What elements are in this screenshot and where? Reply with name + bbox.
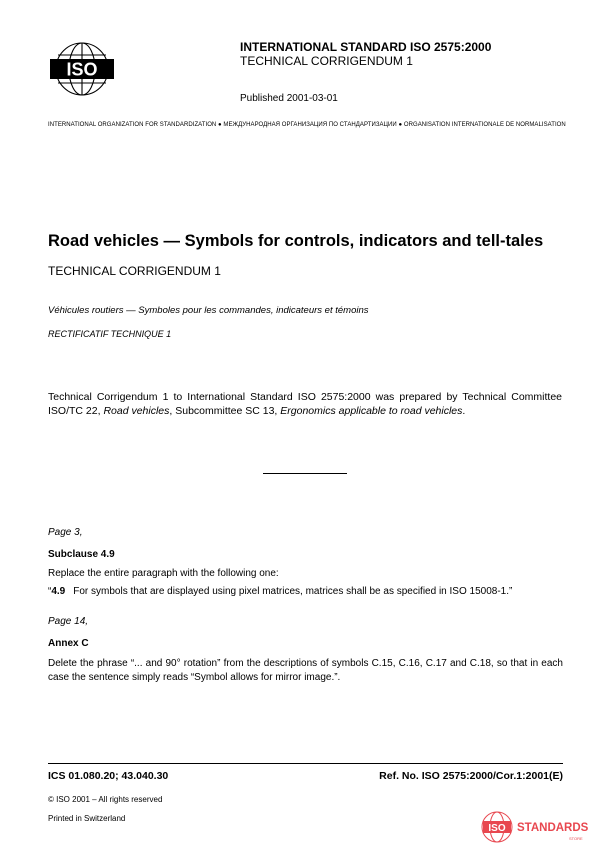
corrigendum-heading: TECHNICAL CORRIGENDUM 1 [48, 264, 221, 278]
quote-open: “ [48, 586, 52, 597]
change2-page: Page 14, [48, 616, 89, 627]
iso-logo-text: ISO [66, 59, 98, 80]
copyright-notice: © ISO 2001 – All rights reserved [48, 795, 163, 804]
watermark-iso-text: ISO [488, 823, 506, 834]
change1-instruction: Replace the entire paragraph with the following one: [48, 568, 279, 579]
published-date: Published 2001-03-01 [240, 93, 338, 104]
change1-page: Page 3, [48, 527, 83, 538]
french-title: Véhicules routiers — Symboles pour les commandes, indicateurs et témoins [48, 305, 369, 316]
intro-text-3: . [462, 405, 466, 417]
clause-text: For symbols that are displayed using pixel matrices, matrices shall be as specified in ISO 15008-1.” [73, 586, 513, 597]
standards-store-watermark [481, 809, 593, 845]
reference-number: Ref. No. ISO 2575:2000/Cor.1:2001(E) [379, 770, 563, 782]
iso-logo [47, 40, 117, 98]
standard-title: INTERNATIONAL STANDARD ISO 2575:2000 [240, 40, 492, 54]
section-divider [263, 473, 347, 474]
document-title: Road vehicles — Symbols for controls, indicators and tell-tales [48, 232, 544, 250]
organization-names: INTERNATIONAL ORGANIZATION FOR STANDARDIZATION ● МЕЖДУНАРОДНАЯ ОРГАНИЗАЦИЯ ПО СТАНДАРТИЗАЦИИ ● ORGANISATION INTERNATIONALE DE NORMALISATION [48, 122, 566, 128]
intro-text-1: Technical Corrigendum 1 to International Standard ISO 2575:2000 was prepared by Technical Committee ISO/TC 22, [48, 391, 562, 417]
ics-codes: ICS 01.080.20; 43.040.30 [48, 770, 169, 782]
change2-text: Delete the phrase “... and 90° rotation” from the descriptions of symbols C.15, C.16, C.17 and C.18, so that in each case the sentence simply reads “Symbol allows for mirror image.”. [48, 658, 563, 683]
subcommittee-name: Ergonomics applicable to road vehicles [280, 405, 463, 417]
corrigendum-label: TECHNICAL CORRIGENDUM 1 [240, 54, 413, 68]
change1-heading: Subclause 4.9 [48, 549, 115, 560]
printed-in: Printed in Switzerland [48, 814, 126, 823]
change1-replacement [48, 586, 512, 597]
intro-paragraph [48, 390, 562, 418]
intro-text-2: , Subcommittee SC 13, [169, 405, 281, 417]
watermark-brand: STANDARDS [517, 822, 589, 834]
french-corrigendum: RECTIFICATIF TECHNIQUE 1 [48, 329, 172, 339]
committee-name: Road vehicles [103, 405, 170, 417]
change2-heading: Annex C [48, 638, 89, 649]
clause-number: 4.9 [51, 586, 66, 597]
watermark-sub: STORE [569, 836, 583, 841]
footer-rule [48, 763, 563, 764]
